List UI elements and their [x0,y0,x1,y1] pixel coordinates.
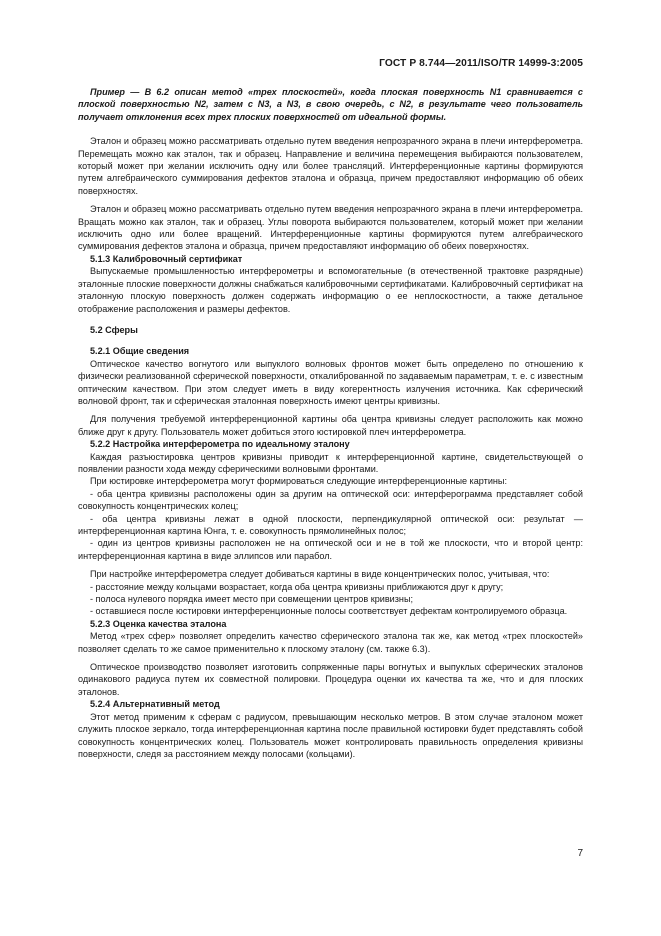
standard-header: ГОСТ Р 8.744—2011/ISO/TR 14999-3:2005 [379,58,583,69]
paragraph: Каждая разъюстировка центров кривизны приводит к интерференционной картине, свидетельствующей о появлении разности хода между сферическими волновыми фронтами. [78,451,583,474]
page-number: 7 [577,848,583,859]
paragraph: При настройке интерферометра следует добиваться картины в виде концентрических полос, учитывая, что: [90,569,550,580]
list-item: - оба центра кривизны лежат в одной плоскости, перпендикулярной оптической оси: результат — интерференционная картина Юнга, т. е. совокупность прямолинейных полос; [78,513,583,536]
section-heading-5-2-2: 5.2.2 Настройка интерферометра по идеальному эталону [90,439,350,450]
section-heading-5-1-3: 5.1.3 Калибровочный сертификат [90,253,243,264]
paragraph: Оптическое качество вогнутого или выпуклого волновых фронтов может быть определено по отношению к физически реализованной сферической поверхности, откалиброванной по задаваемым параметрам, т. е. с известным оптическим качеством. При этом следует иметь в виду когерентность излучения источника. Как сферический волновой фронт, так и сферическая эталонная поверхность имеют центры кривизны. [78,358,583,406]
list-item: - расстояние между кольцами возрастает, когда оба центра кривизны приближаются друг к другу; [90,581,504,592]
section-heading-5-2: 5.2 Сферы [90,324,138,335]
list-item: - один из центров кривизны расположен не на оптической оси и не в той же плоскости, что и второй центр: интерференционная картина в виде эллипсов или парабол. [78,538,583,561]
paragraph: Метод «трех сфер» позволяет определить качество сферического эталона так же, как метод «трех плоскостей» позволяет сделать то же самое применительно к плоскому эталону (см. также 6.3). [78,631,583,654]
paragraph: Выпускаемые промышленностью интерферометры и вспомогательные (в отечественной трактовке разрядные) эталонные плоские поверхности должны снабжаться калибровочными сертификатами. Калибровочный сертификат на эталонную плоскую поверхность должен содержать информацию о ее неплоскостности, а также детальное отображение расположения и размеры дефектов. [78,266,583,314]
document-body [78,86,583,760]
paragraph: При юстировке интерферометра могут формироваться следующие интерференционные картины: [90,476,507,487]
paragraph: Эталон и образец можно рассматривать отдельно путем введения непрозрачного экрана в плечи интерферометра. Перемещать можно как эталон, так и образец. Направление и величина перемещения выбираются пользователем, который может при желании исключить одну или более трансляций. Интерференционные картины формируются путем алгебраического суммирования дефектов эталона и образца, причем предоставляют информацию об обеих поверхностях. [78,136,583,196]
list-item: - полоса нулевого порядка имеет место при совмещении центров кривизны; [90,594,414,605]
list-item: - оставшиеся после юстировки интерференционные полосы соответствует дефектам контролируемого образца. [90,606,568,617]
example-note: Пример — В 6.2 описан метод «трех плоскостей», когда плоская поверхность N1 сравнивается с плоской поверхностью N2, затем с N3, а N3, в свою очередь, с N2, в результате чего пользователь получает отклонения всех трех плоских поверхностей от идеальной формы. [78,87,583,122]
paragraph: Этот метод применим к сферам с радиусом, превышающим несколько метров. В этом случае эталоном может служить плоское зеркало, тогда интерференционная картина после правильной юстировки будет представлять собой совокупность концентрических колец. Пользователь может контролировать правильность определения кривизны поверхности, следя за расстоянием между полосами (кольцами). [78,711,583,759]
section-heading-5-2-3: 5.2.3 Оценка качества эталона [90,618,227,629]
paragraph: Оптическое производство позволяет изготовить сопряженные пары вогнутых и выпуклых сферических эталонов одинакового радиуса путем их совместной полировки. Процедура оценки их качества та же, что и для плоских эталонов. [78,662,583,697]
section-heading-5-2-4: 5.2.4 Альтернативный метод [90,699,220,710]
paragraph: Эталон и образец можно рассматривать отдельно путем введения непрозрачного экрана в плечи интерферометра. Вращать можно как эталон, так и образец. Углы поворота выбираются пользователем, который может при желании исключить одно или более вращений. Интерференционные картины формируются путем алгебраического суммирования дефектов эталона и образца, причем предоставляют информацию об обеих поверхностях. [78,204,583,252]
paragraph: Для получения требуемой интерференционной картины оба центра кривизны следует расположить как можно ближе друг к другу. Пользователь может добиться этого юстировкой плеч интерферометра. [78,414,583,437]
list-item: - оба центра кривизны расположены один за другим на оптической оси: интерферограмма представляет собой совокупность концентрических колец; [78,488,583,512]
section-heading-5-2-1: 5.2.1 Общие сведения [90,346,190,357]
